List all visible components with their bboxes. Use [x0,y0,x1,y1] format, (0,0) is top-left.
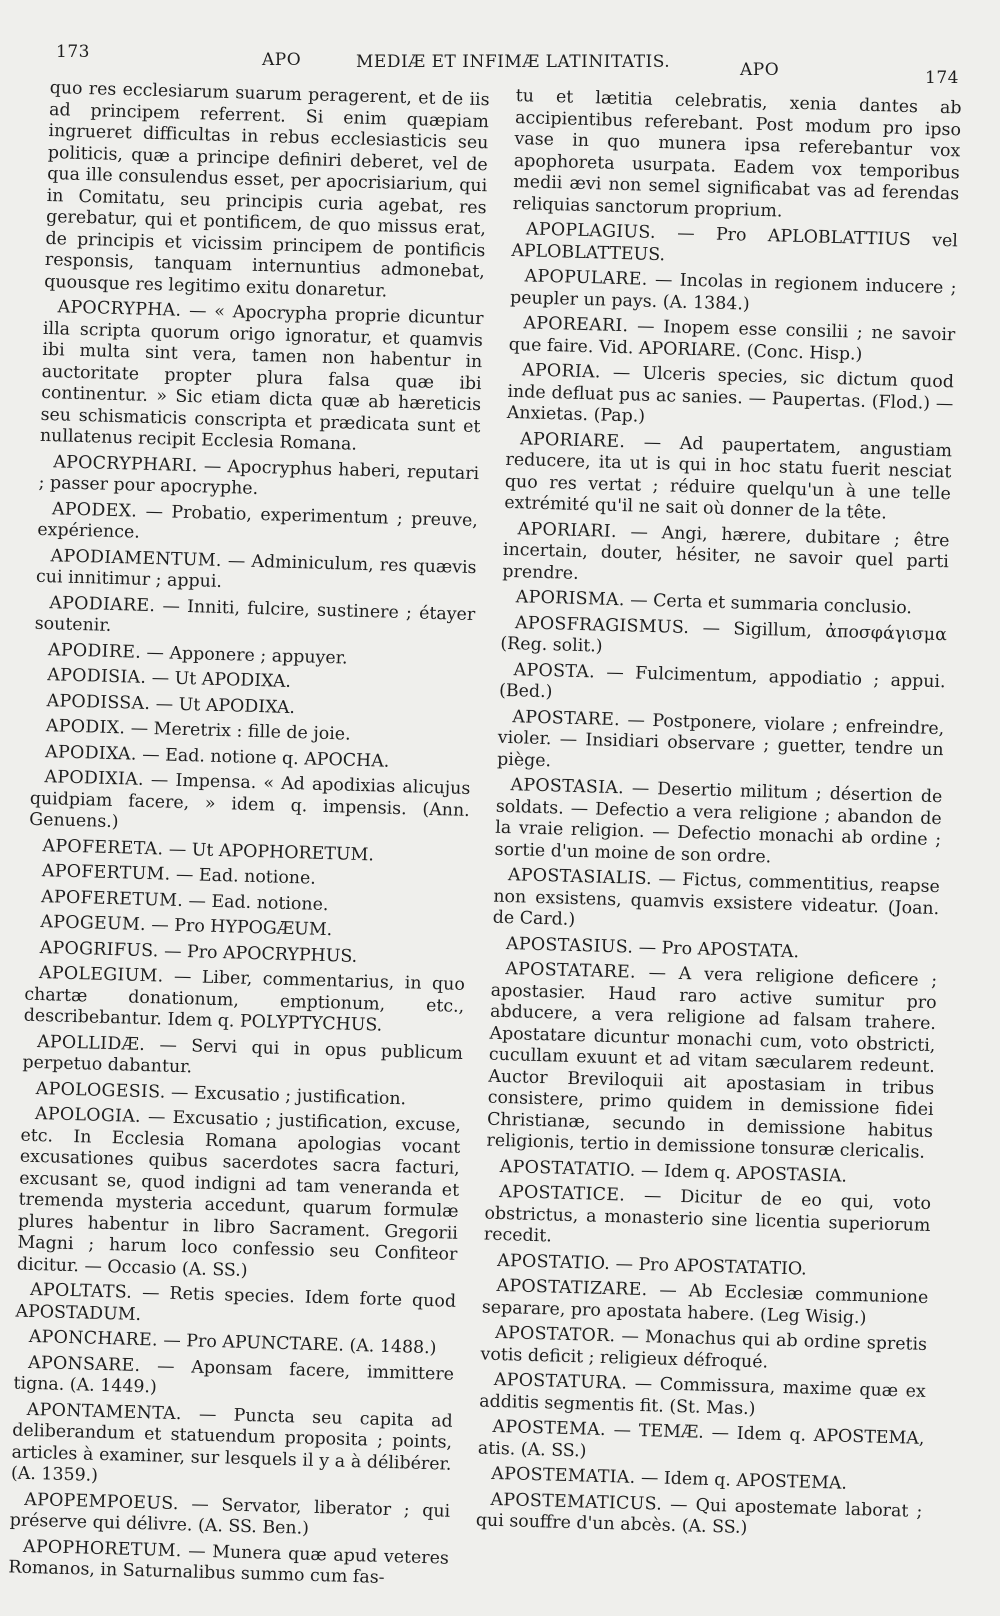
dictionary-entry [482,1276,929,1331]
entry-headword: APOGEUM. [40,912,147,936]
entry-text: — Angi, hærere, dubitare ; être incertain, douter, hésiter, ne savoir quel parti prendre. [502,521,950,584]
entry-headword: APOPLAGIUS. [525,219,657,243]
dictionary-entry [9,1489,450,1544]
entry-text: — A vera religione deficere ; apostasier. Haud raro active sumitur pro abducere, a vera religione ad falsam trahere. Apostatare dicuntur monachi cum, voto obstricti, cucullam exuunt et ad vitam sæcularem redeunt. Auctor Breviloquii ait apostasiam in tribus consistere, primo quidem in demissione fidei Christianæ, secundo in demissione habitus religionis, tertio in demissione tonsuræ clericalis. [486,963,938,1163]
entry-text: — Pro APLOBLATTIUS vel APLOBLATTEUS. [511,223,959,265]
entry-headword: APODIRE. [47,639,142,663]
entry-headword: APOSTEMATIA. [490,1463,636,1488]
entry-headword: APODISSA. [46,690,151,714]
page-number-left: 173 [56,42,90,62]
entry-headword: APOLLIDÆ. [36,1031,146,1055]
dictionary-entry [36,545,477,600]
entry-headword: APOSFRAGISMUS. [514,612,690,638]
entry-headword: APORIARE. [519,428,626,452]
entry-headword: APOSTATOR. [494,1322,616,1347]
entry-text: — Commissura, maxime quæ ex additis segmentis fit. (St. Mas.) [478,1373,926,1419]
entry-headword: APOFERTUM. [41,861,171,885]
dictionary-entry [13,1352,454,1407]
entry-text: — Idem q. APOSTEMA. [640,1468,848,1494]
entry-headword: APODIAMENTUM. [50,545,222,571]
entry-text: — Apocryphus haberi, reputari ; passer pour apocryphe. [38,455,480,499]
entry-headword: APOSTASIA. [510,775,625,799]
entry-text: — Pro APOCRYPHUS. [163,941,358,967]
entry-headword: APOREARI. [523,313,629,337]
dictionary-entry [507,360,955,437]
dictionary-entry [494,775,942,873]
dictionary-entry [29,767,471,844]
dictionary-entry [23,963,465,1040]
entry-headword: APORIARI. [517,518,618,542]
entry-headword: APOSTATURA. [493,1369,628,1394]
entry-headword: APOPULARE. [524,266,648,290]
entry-text: tu et lætitia celebratis, xenia dantes ab accipientibus referebant. Post modum pro ipso vase in quo munera ipsa referebantur vox apophoreta usurpata. Eadem vox temporibus medii ævi non semel significabat vas ad ferendas reliquias sanctorum proprium. [512,86,962,221]
entry-text: — Excusatio ; justification, excuse, etc. In Ecclesia Romana apologias vocant excusationes quibus sacerdotes sacra facturi, excusant se, quod indigni ad tam veneranda et tremenda mysteria accedunt, quarum formulæ plures habentur in libro Sacrament. Gregorii Magni ; harum loco confessio seu Confiteor dicitur. — Occasio (A. SS.) [16,1107,462,1281]
dictionary-entry [37,498,478,553]
entry-headword: APOGRIFUS. [39,937,159,961]
entry-text: — Certa et summaria conclusio. [629,590,913,619]
dictionary-entry [500,612,947,667]
entry-headword: APOSTEMATICUS. [490,1489,663,1515]
dictionary-entry [480,1323,927,1378]
entry-headword: APOLEGIUM. [38,963,164,987]
entry-headword: APOFERETUM. [40,886,184,911]
dictionary-entry [11,1399,453,1497]
entry-text: — Desertio militum ; désertion de soldats. — Defectio a vera religione ; abandon de la vraie religion. — Defectio monachi ab ordine ; sortie d'un moine de son ordre. [494,778,943,867]
entry-headword: APONSARE. [27,1352,141,1376]
entry-text: — Ut APOPHORETUM. [168,839,375,865]
entry-text: — Postponere, violare ; enfreindre, violer. — Insidiari observare ; guetter, tendre un piège. [496,709,945,771]
entry-text: — Ut APODIXA. [151,668,292,692]
entry-headword: APONCHARE. [28,1326,159,1351]
entry-text: — Ead. notione. [175,864,317,889]
entry-text: — Apponere ; appuyer. [146,642,348,669]
entry-text: — Puncta seu capita ad deliberandum et statuendum proposita ; points, articles à examiner, sur lesquels il y a à délibérer. (A. 1359.) [10,1404,453,1486]
entry-headword: APOLOGESIS. [35,1078,166,1103]
entry-text: — Ab Ecclesiæ communione separare, pro apostata habere. (Leg Wisig.) [481,1280,929,1328]
dictionary-entry [476,1489,923,1544]
entry-text: — Servi qui in opus publicum perpetuo dabantur. [22,1034,464,1078]
dictionary-entry [8,1536,449,1591]
dictionary-entry [504,428,952,526]
dictionary-entry [40,297,484,460]
entry-headword: APODIXIA. [44,767,145,790]
entry-headword: APONTAMENTA. [26,1399,183,1424]
entry-text: — Munera quæ apud veteres Romanos, in Saturnalibus summo cum fas- [8,1540,450,1588]
entry-headword: APORISMA. [515,587,625,611]
entry-text: — Pro APOSTATATIO. [615,1253,807,1280]
dictionary-entry [479,1369,926,1424]
entry-text: — Monachus qui ab ordine spretis votis deficit ; religieux défroqué. [480,1326,928,1373]
dictionary-entry [492,865,940,942]
entry-headword: APORIA. [521,360,601,383]
entry-headword: APOSTARE. [512,706,621,730]
entry-text: — Qui apostemate laborat ; qui souffre d'un abcès. (A. SS.) [475,1494,923,1539]
entry-headword: APOPHORETUM. [22,1536,182,1561]
dictionary-entry [15,1280,456,1335]
page-header [0,0,1000,90]
dictionary-entry [497,706,945,783]
entry-text: — Inopem esse consilii ; ne savoir que faire. Vid. APORIARE. (Conc. Hisp.) [508,316,956,365]
entry-headword: APOSTATIZARE. [496,1275,648,1301]
entry-headword: APOSTATATIO. [499,1156,636,1181]
running-head-left: APO [262,50,302,70]
dictionary-entry [511,219,958,274]
entry-text: — Fictus, commentitius, reapse non exsistens, quamvis exsistere videatur. (Joan. de Card.) [492,869,941,930]
running-title: MEDIÆ ET INFIMÆ LATINITATIS. [356,52,671,72]
entry-headword: APODEX. [51,498,138,522]
entry-text: — Meretrix : fille de joie. [130,718,351,745]
dictionary-entry [38,451,479,506]
entry-headword: APOLTATS. [29,1279,133,1303]
entry-headword: APODIXA. [44,741,138,765]
entry-text: — Ut APODIXA. [155,693,296,718]
dictionary-entry [508,313,955,368]
entry-text: quo res ecclesiarum suarum peragerent, et de iis ad principem referrent. Si enim quæpiam ingrueret difficultas in rebus ecclesiasticis seu politicis, quæ a principe definiri deberet, vel de qua ille consulendus esset, per apocrisiarium, qui in Comitatu, seu principis curia agebat, res gerebatur, qui et pontificem, de quo missus erat, de principis et vicissim principem de pontificis responsis, tanquam internuntius admonebat, quousque res legitimo exitu donaretur. [44,78,490,301]
dictionary-entry [478,1416,925,1471]
entry-text: — Pro HYPOGÆUM. [151,915,333,941]
entry-headword: APOSTATIO. [496,1250,611,1274]
entry-text: — Inniti, fulcire, sustinere ; étayer soutenir. [34,595,476,636]
entry-text: — Sigillum, ἀποσφάγισμα (Reg. solit.) [500,617,948,657]
entry-text: — Ead. notione q. APOCHA. [141,744,390,772]
entry-text: — Ulceris species, sic dictum quod inde defluat pus ac sanies. — Paupertas. (Flod.) — Anxietas. (Pap.) [506,362,955,427]
dictionary-entry [34,592,475,647]
entry-headword: APOSTASIUS. [505,933,634,958]
entry-headword: APOSTASIALIS. [507,865,653,890]
entry-headword: APODIARE. [49,592,156,616]
entry-headword: APOCRYPHARI. [53,451,198,476]
dictionary-entry [499,659,946,714]
dictionary-entry [17,1104,462,1288]
running-head-right: APO [740,60,780,80]
entry-headword: APOSTA. [513,659,596,682]
entry-text: — Servator, liberator ; qui préserve qui délivre. (A. SS. Ben.) [9,1494,451,1539]
dictionary-entry [486,959,937,1165]
entry-text: — Liber, commentarius, in quo chartæ donationum, emptionum, etc., describebantur. Idem q. POLYPTYCHUS. [23,966,466,1036]
page-number-right: 174 [925,68,959,88]
entry-text: — Pro APUNCTARE. (A. 1488.) [163,1330,437,1359]
entry-text: — Retis species. Idem forte quod APOSTADUM. [15,1283,457,1325]
entry-headword: APOSTEMA. [492,1416,607,1441]
entry-headword: APODIX. [45,716,126,739]
dictionary-entry [502,518,950,595]
entry-headword: APODISIA. [47,665,147,688]
entry-text: — Excusatio ; justification. [170,1082,407,1109]
entry-text: — « Apocrypha proprie dicuntur illa scripta quorum origo ignoratur, et quamvis ibi multa sint vera, tamen non habentur in auctoritate propter plura falsa quæ ibi continentur. » Sic etiam dicta quæ ab hæreticis seu schismaticis conscripta et prædicata sunt et nullatenus recipit Ecclesia Romana. [39,300,484,455]
entry-text: — Probatio, experimentum ; preuve, expérience. [37,501,479,543]
entry-headword: APOFERETA. [42,835,164,859]
entry-text: — Adminiculum, res quævis cui innitimur ; appui. [35,550,477,592]
entry-text: — Ad paupertatem, angustiam reducere, ita ut is qui in hoc statu fuerit nesciat quo res vertat ; réduire quelqu'un à une telle extrémité qu'il ne sait où donner de la tête. [504,432,953,524]
right-column [475,86,961,1548]
entry-text: — Incolas in regionem inducere ; peupler un pays. (A. 1384.) [509,269,957,315]
entry-text: — Idem q. APOSTASIA. [640,1160,848,1187]
entry-text: — Dicitur de eo qui, voto obstrictus, a monasterio sine licentia superiorum recedit. [483,1186,932,1247]
dictionary-entry [484,1182,932,1259]
entry-text: — TEMÆ. — Idem q. APOSTEMA, atis. (A. SS.) [477,1420,925,1461]
entry-text: — Pro APOSTATA. [638,937,800,962]
left-column [8,78,490,1595]
entry-text: — Ead. notione. [188,890,329,915]
entry-headword: APOCRYPHA. [57,297,182,321]
entry-headword: APOLOGIA. [34,1103,142,1127]
entry-text: — Fulcimentum, appodiatio ; appui. (Bed.) [498,662,946,703]
entry-text: — Aponsam facere, immittere tigna. (A. 1449.) [13,1355,455,1398]
dictionary-entry [22,1031,463,1086]
entry-text: — Impensa. « Ad apodixias alicujus quidpiam facere, » idem q. impensis. (Ann. Genuens.) [29,770,471,833]
entry-headword: APOSTATARE. [505,959,637,983]
dictionary-entry [44,78,490,305]
entry-headword: APOSTATICE. [498,1181,626,1206]
dictionary-entry [512,86,961,227]
entry-headword: APOPEMPOEUS. [24,1489,179,1514]
dictionary-entry [510,266,957,321]
